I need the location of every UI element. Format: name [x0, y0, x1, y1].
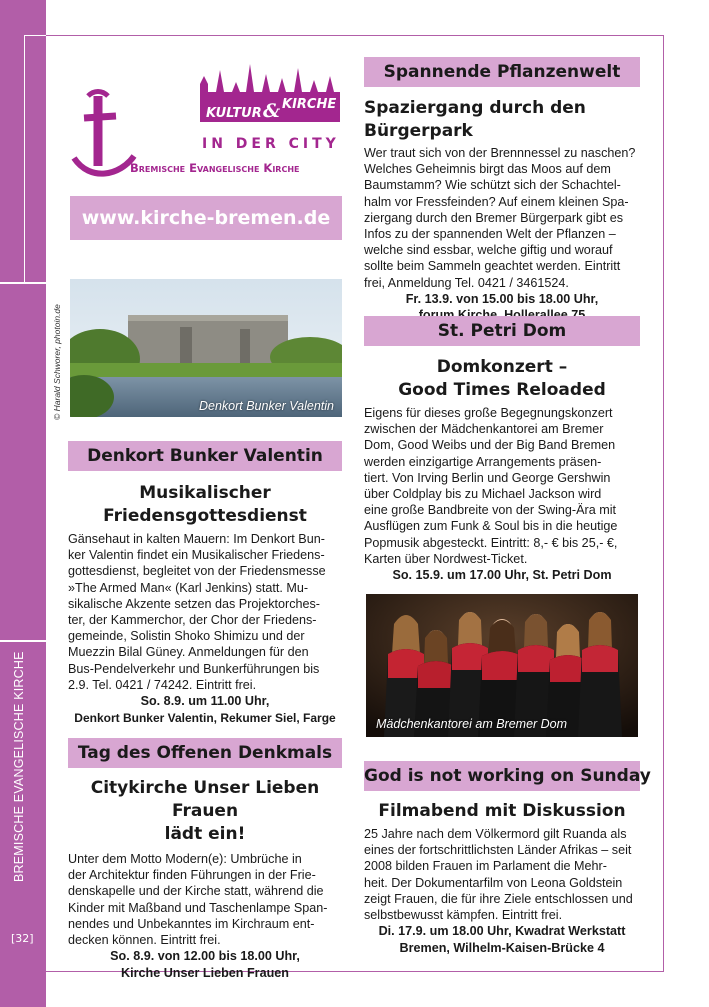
event-when: Di. 17.9. um 18.00 Uhr, Kwadrat Werkstatt: [378, 924, 626, 939]
body-line: sollte beim Sammeln geachtet werden. Eintritt: [364, 259, 621, 274]
body-line: Unter dem Motto Modern(e): Umbrüche in: [68, 852, 302, 866]
body-line: »The Armed Man« (Karl Jenkins) statt. Mu-: [68, 580, 309, 595]
section-bar-pflanzen: Spannende Pflanzenwelt: [364, 57, 640, 87]
section-bar-bunker: Denkort Bunker Valentin: [68, 441, 342, 471]
event-where: Denkort Bunker Valentin, Rekumer Siel, Farge: [74, 710, 336, 725]
body-line: Eigens für dieses große Begegnungskonzert: [364, 406, 613, 420]
kultur-kirche-logo: [70, 56, 344, 184]
event-title-line: Good Times Reloaded: [398, 380, 606, 400]
event-title-line: Domkonzert –: [436, 357, 568, 377]
event-when: So. 8.9. von 12.00 bis 18.00 Uhr,: [110, 949, 300, 964]
sidebar-label: BREMISCHE EVANGELISCHE KIRCHE: [12, 651, 26, 882]
body-line: Bus-Pendelverkehr und Bunkerführungen bis: [68, 661, 320, 676]
event-title: Filmabend mit Diskussion: [378, 801, 626, 821]
body-line: nendes und Unbekanntes im Kirchraum ent-: [68, 916, 315, 931]
choir-photo-caption: Mädchenkantorei am Bremer Dom: [376, 717, 568, 731]
logo-kirche: KIRCHE: [282, 97, 337, 112]
body-line: heit. Der Dokumentarfilm von Leona Goldstein: [364, 875, 623, 890]
body-line: Kinder mit Maßband und Taschenlampe Span-: [68, 900, 328, 915]
body-line: Karten über Nordwest-Ticket.: [364, 551, 528, 566]
event-body: [364, 405, 640, 567]
event-title-line: Citykirche Unser Lieben Frauen: [90, 778, 320, 821]
event-denkmal: [68, 738, 342, 981]
body-line: 2.9. Tel. 0421 / 74242. Eintritt frei.: [68, 677, 257, 692]
body-line: gemeinde, Solistin Shoko Shimizu und der: [68, 629, 305, 644]
body-line: halm vor Fressfeinden? Auf einem kleinen Spa-: [364, 194, 629, 209]
event-where: Bremen, Wilhelm-Kaisen-Brücke 4: [399, 940, 605, 955]
event-body: [68, 851, 342, 948]
sidebar-rule: [24, 35, 46, 36]
logo-amp: &: [263, 100, 281, 122]
event-title: [68, 482, 342, 528]
body-line: Dom, Good Weibs und der Big Band Bremen: [364, 438, 616, 453]
body-line: Infos zu der spannenden Welt der Pflanzen –: [364, 227, 616, 242]
event-when: Fr. 13.9. von 15.00 bis 18.00 Uhr,: [405, 291, 599, 306]
sidebar-divider: [0, 640, 46, 642]
event-title-line: Musikalischer: [139, 483, 271, 503]
event-title: Spaziergang durch den Bürgerpark: [364, 98, 586, 141]
body-line: Popmusik abgesteckt. Eintritt: 8,- € bis 25,- €,: [364, 535, 618, 550]
body-line: gottesdienst, begleitet von der Friedensmesse: [68, 564, 326, 579]
section-bar-dom: St. Petri Dom: [364, 316, 640, 346]
body-line: decken können. Eintritt frei.: [68, 933, 221, 948]
section-bar-denkmal: Tag des Offenen Denkmals: [68, 738, 342, 768]
page-number: [32]: [11, 932, 34, 945]
sidebar-divider: [0, 282, 46, 284]
body-line: selbstbewusst kämpfen. Eintritt frei.: [364, 908, 563, 923]
event-when: So. 8.9. um 11.00 Uhr,: [140, 694, 270, 709]
event-title: [364, 356, 640, 402]
event-pflanzen: [364, 57, 640, 324]
body-line: Gänsehaut in kalten Mauern: Im Denkort Bun-: [68, 532, 325, 546]
body-line: Wer traut sich von der Brennnessel zu naschen?: [364, 146, 636, 160]
body-line: ker Valentin findet ein Musikalischer Friedens-: [68, 548, 325, 563]
sidebar-rule: [24, 35, 25, 283]
event-dom: [364, 316, 640, 584]
event-title-line: Friedensgottesdienst: [103, 506, 307, 526]
body-line: denskapelle und der Kirche statt, während die: [68, 884, 324, 899]
section-bar-film: God is not working on Sunday: [364, 761, 640, 791]
event-title-line: lädt ein!: [164, 824, 246, 844]
body-line: Ausflügen zum Funk & Soul bis in die heutige: [364, 519, 618, 534]
event-body: [68, 531, 342, 693]
body-line: 25 Jahre nach dem Völkermord gilt Ruanda als: [364, 827, 627, 841]
event-bunker: [68, 441, 342, 726]
logo-kultur: KULTUR: [206, 106, 262, 121]
event-body: [364, 145, 640, 291]
body-line: werden einzigartige Arrangements präsen-: [364, 454, 602, 469]
body-line: sikalische Akzente setzen das Projektorches-: [68, 596, 320, 611]
event-body: [364, 826, 640, 923]
event-where: Kirche Unser Lieben Frauen: [121, 965, 289, 980]
body-line: ter, der Kammerchor, der Chor der Friedens-: [68, 613, 317, 628]
body-line: eines der fortschrittlichsten Länder Afrikas – seit: [364, 843, 632, 858]
body-line: Muezzin Bilal Güney. Anmeldungen für den: [68, 645, 309, 660]
body-line: eine große Bandbreite von der Swing-Ära mit: [364, 503, 617, 518]
body-line: tiert. Von Irving Berlin und George Gershwin: [364, 470, 611, 485]
photo-credit: © Harald Schworer, photoin.de: [52, 304, 62, 420]
bunker-photo-caption: Denkort Bunker Valentin: [198, 399, 334, 413]
body-line: ziergang durch den Bremer Bürgerpark gibt es: [364, 210, 624, 225]
body-line: zwischen der Mädchenkantorei am Bremer: [364, 422, 604, 437]
body-line: Welches Geheimnis birgt das Moos auf dem: [364, 162, 611, 177]
body-line: welche sind essbar, welche giftig und worauf: [364, 243, 613, 258]
event-title: [68, 777, 342, 846]
event-film: [364, 761, 651, 956]
body-line: über Coldplay bis zu Michael Jackson wird: [364, 487, 602, 502]
body-line: der Architektur finden Führungen in der Frie-: [68, 868, 316, 883]
logo-org: Bremische Evangelische Kirche: [130, 161, 300, 175]
body-line: zeigt Frauen, die für ihre Ziele entschlossen und: [364, 891, 633, 906]
choir-photo: [366, 594, 638, 737]
body-line: frei, Anmeldung Tel. 0421 / 3461524.: [364, 275, 569, 290]
body-line: 2008 bilden Frauen im Parlament die Mehr-: [364, 859, 607, 874]
website-link[interactable]: www.kirche-bremen.de: [70, 196, 342, 240]
body-line: Baumstamm? Wie schützt sich der Schachtel-: [364, 178, 621, 193]
logo-city: IN DER CITY: [202, 136, 340, 152]
church-cross-icon: [74, 92, 134, 174]
event-when: So. 15.9. um 17.00 Uhr, St. Petri Dom: [392, 568, 612, 583]
bunker-photo: [70, 279, 342, 417]
